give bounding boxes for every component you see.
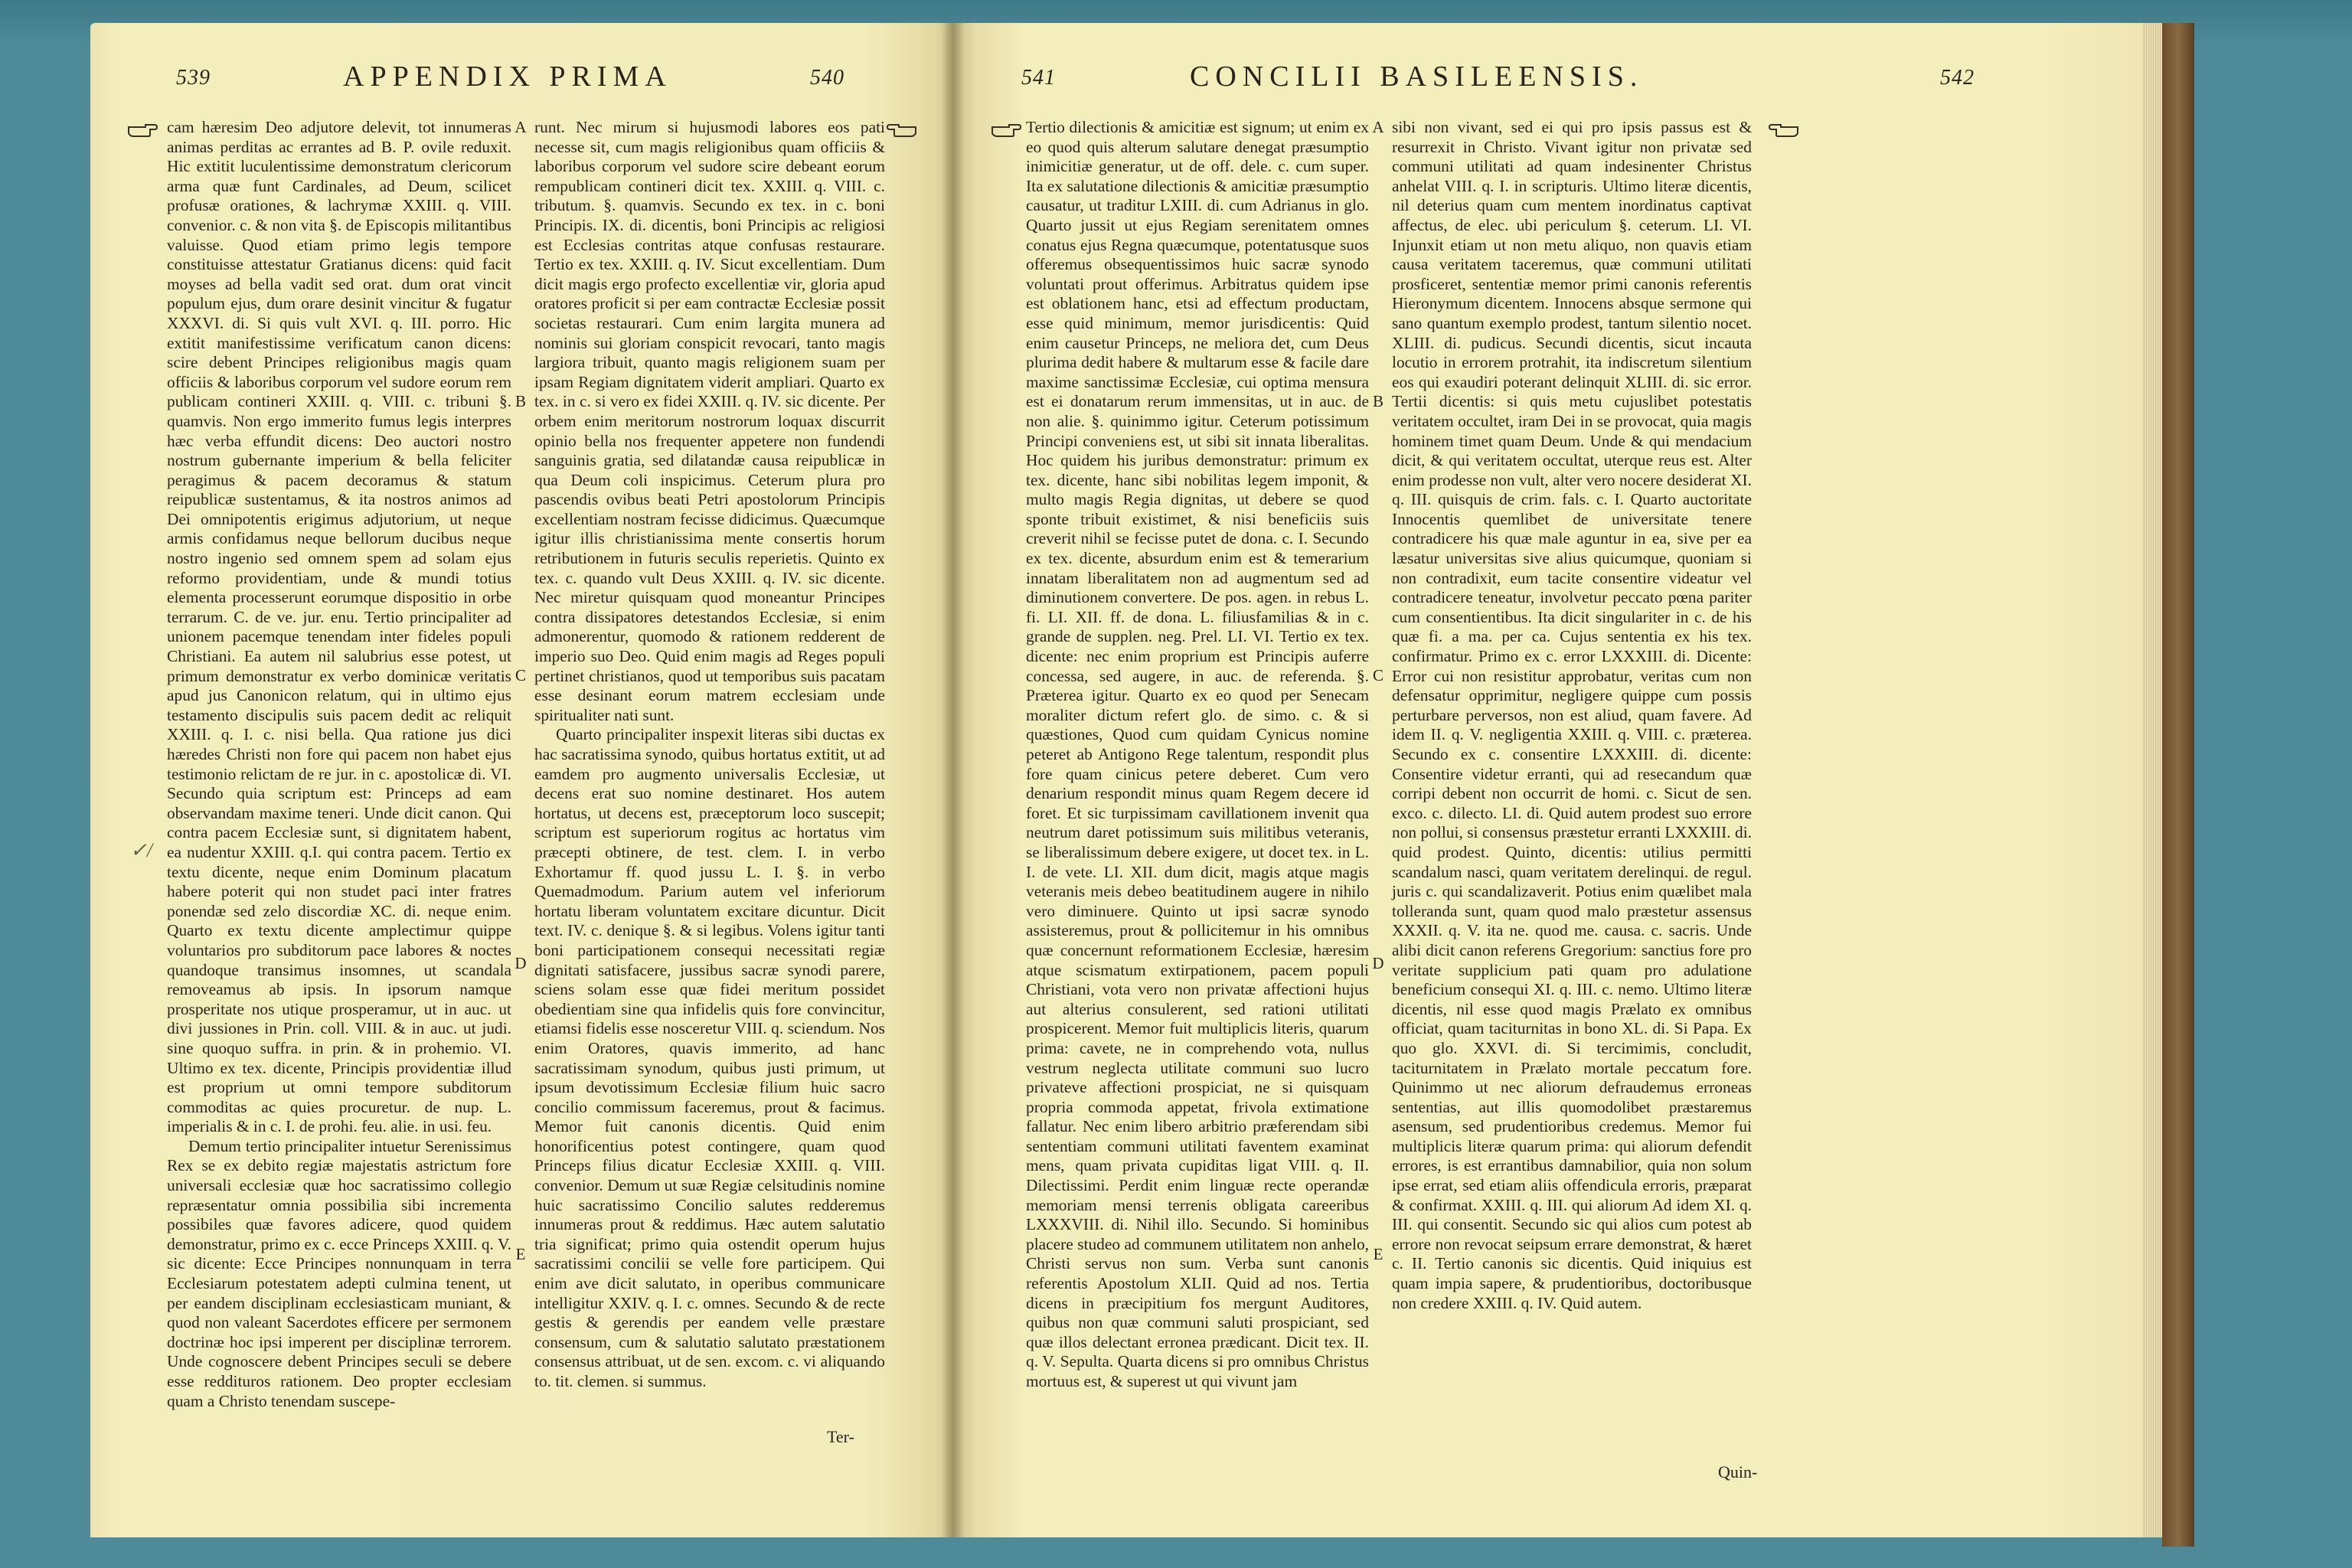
right-page [952,23,2142,1537]
page-edges [2142,23,2164,1537]
section-letter: E [1373,1245,1383,1263]
section-letter: D [1372,954,1384,972]
right-page-header [952,60,2142,106]
left-page-header [90,60,952,106]
section-letter: B [1372,392,1383,410]
section-letter: C [514,666,526,684]
catchword: Ter- [827,1427,854,1446]
section-letter: D [514,954,527,972]
pointing-hand-icon [127,121,158,138]
paragraph: Demum tertio principaliter intuetur Serenissimus Rex se ex debito regiæ majestatis astrictum fore universali ecclesiæ quæ hoc sacratissimo collegio repræsentatur omnia possibilia sibi incrementa possibiles quæ favores adicere, quod quidem demonstratur, primo ex c. ecce Princeps XXIII. q. V. sic dicente: Ecce Principes nonnunquam in terra Ecclesiarum potestatem adepti culmina tenent, ut per eandem disciplinam ecclesiasticam muniant, & quod non valeant Sacerdotes efficere per sermonem doctrinæ hoc ipsi imperent per disciplinæ terrorem. Unde cognoscere debent Principes seculi se debere esse reddituros rationem. Deo propter ecclesiam quam a Christo tenendam suscepe- [167,1136,511,1410]
left-page [90,23,952,1537]
paragraph: Quarto principaliter inspexit literas sibi ductas ex hac sacratissima synodo, quibus hortatus extitit, ut ad eamdem pro augmento universalis Ecclesiæ, ut decens erat suo nomine destinaret. Hos autem hortatus, ut decens est, præceptorum loco suscepit; scriptum est superiorum rogitus ac hortatus vim præcepti obtinere, de test. clem. I. in verbo Exhortamur ff. quod jussu L. I. §. in verbo Quemadmodum. Parium autem vel inferiorum hortatu liberam voluntatem excitare dicuntur. Dicit text. IV. c. denique §. & si legibus. Volens igitur tanti boni participationem consequi necessitati regiæ dignitati satisfacere, jussibus sacræ synodi parere, sciens solam esse quæ fidei meritum possidet obedientiam sine qua infidelis quis fore convincitur, etiamsi fidelis esse nosceretur VIII. q. sciendum. Nos enim Oratores, quavis immerito, ad hanc sacratissimam synodum, quibus justi primum, ut ipsum devotissimum Ecclesiæ filium huic sacro concilio commissum faceremus, prout & facimus. Memor fuit canonis dicentis. Quid enim honorificentius potest contingere, quam quod Princeps filius dicatur Ecclesiæ XXIII. q. VIII. convenior. Demum ut suæ Regiæ celsitudinis nomine huic sacratissimo Concilio salutes redderemus innumeras prout & reddimus. Hæc autem salutatio tria significat; primo quia ostendit operum hujus sacratissimi concilii se velle fore participem. Qui enim ave dicit salutato, in operibus communicare intelligitur XXIV. q. I. c. omnes. Secundo & de recte gestis & gerendis per eandem velle præstare consensum, cum & salutatio salutato præstationem consensus attribuat, ut de sen. excom. c. vi aliquando to. tit. clemen. si summus. [534,725,885,1390]
section-letter: A [1372,118,1384,136]
left-page-column-1 [167,118,511,1411]
running-title: APPENDIX PRIMA [343,60,672,93]
left-page-column-2 [534,118,885,1392]
handwritten-margin-mark: ✓/ [130,839,153,861]
paragraph: runt. Nec mirum si hujusmodi labores eos pati necesse sit, cum magis religionibus quam officiis & laboribus corporum vel sudore scire debeant eorum rempublicam contineri dicit tex. XXIII. q. VIII. c. tributum. §. quamvis. Secundo ex tex. in c. boni Principis. IX. di. dicentis, boni Principis ac religiosi est Ecclesias contritas atque confusas restaurare. Tertio ex tex. XXIII. q. IV. Sicut excellentiam. Dum dicit magis ergo profecto excellentiæ vir, gloria apud oratores proficit si per eam contractæ Ecclesiæ possit societas restaurari. Cum enim largita munera ad nominis sui gloriam conspicit revocari, tanto magis largiora tribuit, quanto magis religionem suam per ipsam Regiam dignitatem viderit ampliari. Quarto ex tex. in c. si vero ex fidei XXIII. q. IV. sic dicente. Per orbem enim meritorum nostrorum loquax discurrit opinio bella nos frequenter appetere non fundendi sanguinis gratia, sed dilatandæ causa reipublicæ in qua Deum coli inspicimus. Ceterum plura pro pascendis ovibus beati Petri apostolorum Principis excellentiam nostram fecisse didicimus. Quæcumque igitur illis christianissima mente consertis horum retributionem in futuris seculis reperietis. Quinto ex tex. c. quando vult Deus XXIII. q. IV. sic dicente. Nec miretur quisquam quod moneantur Principes contra dissipatores detestandos Ecclesiæ, si enim admonerentur, quomodo & rationem redderent de imperio suo Deo. Quid enim magis ad Reges populi pertinet christianos, quod ut temporibus suis pacatam esse desinant eorum matrem ecclesiam unde spiritualiter nati sunt. [534,118,885,724]
book-cover-edge [2162,23,2194,1547]
paragraph: sibi non vivant, sed ei qui pro ipsis passus est & resurrexit in Christo. Vivant igitur non privatæ sed communi utilitati ad quam indesinenter Christus anhelat VIII. q. I. in scripturis. Ultimo literæ dicentis, nil deterius quam cum mentem inordinatus captivat affectus, de elec. ubi periculum §. ceterum. LI. VI. Injunxit etiam ut non metu aliquo, non quavis etiam causa veritatem taceremus, quæ communi utilitati prosficeret, sententiæ memor primi canonis referentis Hieronymum dicentem. Innocens absque sermone qui sano quantum exemplo prodest, tantum silentio nocet. XLIII. di. pudicus. Secundi dicentis, sicut incauta locutio in errorem protrahit, ita indiscretum silentium eos qui exaudiri poterant delinquit XLIII. di. sic error. Tertii dicentis: si quis metu cujuslibet potestatis veritatem occultet, iram Dei in se provocat, quia magis hominem timet quam Deum. Unde & qui mendacium dicit, & qui veritatem occultat, uterque reus est. Alter enim prodesse non vult, alter vero nocere desiderat XI. q. III. quisquis de crim. fals. c. I. Quarto auctoritate Innocentis quemlibet de universitate tenere contradicere his quæ male aguntur in ea, sive per ea læsatur universitas sive alius quicumque, quoniam si non contradixit, eum tacite consentire videatur vel contradicere teneatur, involvetur peccato pœna pariter cum consentientibus. Ita dicit singulariter in c. de his quæ fi. a ma. per ca. Cujus sententia ex his tex. confirmatur. Primo ex c. error LXXXIII. di. Dicente: Error cui non resistitur approbatur, veritas cum non defensatur opprimitur, negligere quippe cum possis perturbare perversos, non est aliud, quam favere. Ad idem II. q. V. negligentia XXIII. q. VIII. c. præterea. Secundo ex c. consentire LXXXIII. di. dicente: Consentire videtur erranti, qui ad resecandum quæ corripi debent non occurrit de homi. c. Sicut de sen. exco. c. dilecto. LI. di. Quid autem prodest suo errore non pollui, si consensus præstetur erranti LXXXIII. di. quid prodest. Quinto, dicentis: utilius permitti scandalum nasci, quam veritatem derelinqui. de regul. juris c. qui scandalizaverit. Potius enim quælibet mala tolleranda sunt, quam quod malo præstetur assensus XXXII. q. V. ita ne. quod me. causa. c. sacris. Unde alibi dicit canon referens Gregorium: sanctius fore pro veritate supplicium pati quam pro adulatione beneficium consequi XI. q. III. c. nemo. Ultimo literæ dicentis, nil esse quod magis Prælato ex omnibus officiat, quam taciturnitas in bono XL. di. Si Papa. Ex quo glo. XXVI. di. Si tercimimis, concludit, taciturnitatem in Prælato mortale peccatum fore. Quinimmo ut nec aliorum defraudemus erroneas sententias, aut illis quomodolibet præstaremus asensum, sed prudentioribus credemus. Memor fui multiplicis literæ quarum prima: qui aliorum defendit errores, is est errantibus damnabilior, quia non solum ipse errat, sed etiam aliis offendicula erroris, præparat & confirmat. XXIII. q. III. qui aliorum Ad idem XI. q. III. qui consentit. Secundo sic qui alios cum potest ab errore non revocat seipsum errare demonstrat, & hæret c. II. Tertio canonis sic dicentis. Quid iniquius est quam impia sapere, & prudentioribus, doctoribusque non credere XXIII. q. IV. Quid autem. [1392,118,1752,1312]
section-letter: A [514,118,527,136]
page-number: 540 [810,66,844,90]
running-title: CONCILII BASILEENSIS. [1190,60,1644,93]
section-letter: B [514,392,526,410]
catchword: Quin- [1718,1462,1758,1481]
pointing-hand-icon [887,121,917,138]
open-book [90,23,2142,1537]
right-page-column-1 [1026,118,1369,1392]
page-number: 542 [1940,66,1975,90]
paragraph: Tertio dilectionis & amicitiæ est signum; ut enim ex eo quod quis alterum salutare denegat præsumptio inimicitiæ generatur, ut de off. dele. c. cum super. Ita ex salutatione dilectionis & amicitiæ præsumptio causatur, ut traditur LXIII. di. cum Adrianus in glo. Quarto jussit ut ejus Regiam serenitatem omnes conatus ejus Regna quæcumque, potentatusque suos offeremus obsequentissimos huic sacræ synodo voluntati prout offerimus. Arbitratus quidem ipse est oblationem hanc, etsi ad effectum productam, esse quid minimum, memor jurisdicentis: Quid enim causetur Princeps, ne meliora det, cum Deus plurima dedit habere & multarum esse & facile dare maxime sanctissimæ Ecclesiæ, cui optima mensura est ei donatarum rerum immensitas, ut in auc. de non alie. §. quinimmo igitur. Ceterum potissimum Principi conveniens est, ut sibi sit innata liberalitas. Hoc quidem his juribus demonstratur: primum ex tex. dicente, hanc sibi nobilitas legem imponit, & multo magis Regia dignitas, ut debere se quod sponte tribuit existimet, & nisi beneficiis suis creverit nihil se fecisse putet de dona. c. I. Secundo ex tex. dicente, absurdum enim est & temerarium innatam liberalitatem non ad augmentum sed ad diminutionem convertere. De pos. agen. in rebus L. fi. LI. XII. ff. de dona. L. filiusfamilias & in c. grande de supplen. neg. Prel. LI. VI. Tertio ex tex. dicente: nec enim proprium est Principis auferre concessa, sed augere, in auc. de referenda. §. Præterea igitur. Quarto ex eo quod per Senecam moraliter dictum refert glo. de simo. c. & si quæstiones, Quod cum quidam Cynicus nomine peteret ab Antigono Rege talentum, respondit plus fore quam cinicus petere deberet. Cum vero denarium respondit minus quam Regem decere id foret. Et sic turpissimam cavillationem invenit qua neutrum daret potissimum suis militibus veteranis, se liberalissimum debere exigere, ut docet tex. in L. I. de vete. LI. XII. dum dicit, magis atque magis veteranis meis debeo beatitudinem augere in nihilo vero diminuere. Quinto ut ipsi sacræ synodo assisteremus, prout & pollicitemur in his omnibus quæ concernunt reformationem Ecclesiæ, hæresim atque scismatum extirpationem, pacem populi Christiani, vota vero non privatæ affectioni hujus aut alterius consulerent, sed rationi utilitati prospicerent. Memor fuit multiplicis literis, quarum prima: cavete, ne in comprehendo vota, nullus vestrum neglecta utilitate communi suo lucro privateve affectioni prospiciat, ne si quisquam propria commoda appetat, frivola extimatione fallatur. Nec enim libero arbitrio præferendam sibi sententiam communi utilitati faventem examinat mens, quam privata cupiditas ligat VIII. q. II. Dilectissimi. Perdit enim linguæ recte operandæ memoriam mensi terrenis obligata careeribus LXXXVIII. di. Nihil illo. Secundo. Si hominibus placere studeo ad communem utilitatem non anhelo, Christi servus non sum. Verba sunt canonis referentis Apostolum XLII. Quid ad nos. Tertia dicens in præcipitium fos mergunt Auditores, quibus non quæ communi saluti prospiciant, sed quæ illos delectant erronea prædicant. Dicit tex. II. q. V. Sepulta. Quarta dicens si pro omnibus Christus mortuus est, & superest ut qui vivunt jam [1026,118,1369,1390]
section-letter: E [515,1245,526,1263]
page-number: 539 [176,66,211,90]
right-page-column-2 [1392,118,1752,1313]
page-number: 541 [1021,66,1056,90]
paragraph: cam hæresim Deo adjutore delevit, tot innumeras animas perditas ac errantes ad B. P. ovile reduxit. Hic extitit luculentissime demonstratum clericorum arma quæ funt Cardinales, ad Deum, scilicet profusæ orationes, & lachrymæ XXIII. q. VIII. convenior. c. & non vita §. de Episcopis militantibus valuisse. Quod etiam primo legis tempore constituisse attestatur Gratianus dicens: quid facit moyses ad bella vadit sed orat. dum orat vincit populum ejus, dum orare desinit vincitur & fugatur XXXVI. di. Si quis vult XVI. q. III. porro. Hic extitit manifestissime verificatum canon dicens: scire debent Principes religionibus magis quam officiis & laboribus corporum vel sudore eorum rem publicam contineri XXIII. q. VIII. c. tribuni §. quamvis. Non ergo immerito fumus legis interpres hæc verba effundit dicens: Deo auctori nostro nostrum gubernante imperium & bella feliciter peragimus & pacem decoramus & statum reipublicæ sustentamus, & ita nostros animos ad Dei omnipotentis erigimus adjutorium, ut neque armis confidamus neque bellorum ducibus neque nostro ingenio sed omnem spem ad solam ejus reformo providentiam, unde & mundi totius elementa processerunt eorumque dispositio in orbe terrarum. C. de ve. jur. enu. Tertio principaliter ad unionem pacemque tenendam inter fideles populi Christiani. Ea autem nil salubrius esse potest, ut primum demonstratur ex verbo dominicæ veritatis apud jus Canonicon relatum, qui in ultimo ejus testamento discipulis suis pacem dedit ac reliquit XXIII. q. I. c. nisi bella. Qua ratione jus dici hæredes Christi non fore qui pacem non habet ejus testimonio relictam de re jur. in c. apostolicæ di. VI. Secundo quia scriptum est: Princeps ad eam observandam maxime teneri. Unde dicit canon. Qui contra pacem Ecclesiæ sunt, si dignitatem habent, ea nudentur XXIII. q.I. qui contra pacem. Tertio ex textu dicente, neque enim Dominum placatum habere poterit qui non studet paci inter fratres ponendæ sed zelo discordiæ XC. di. neque enim. Quarto ex textu dicente amplectimur quippe voluntarios pro subditorum pace labores & noctes quandoque transimus insomnes, ut scandala removeamus ab ipsis. In ipsorum namque prosperitate nos utique prosperamur, ut in auc. ut divi jussiones in Prin. coll. VIII. & in auc. ut judi. sine quoquo suffra. in prin. & in prohemio. VI. Ultimo ex tex. dicente, Principis providentiæ illud est proprium ut omni tempore subditorum commoditas ac quies procuretur. de nup. L. imperialis & in c. I. de prohi. feu. alie. in usi. feu. [167,118,511,1136]
pointing-hand-icon [991,121,1021,138]
pointing-hand-icon [1769,121,1799,138]
section-letter: C [1372,666,1383,684]
